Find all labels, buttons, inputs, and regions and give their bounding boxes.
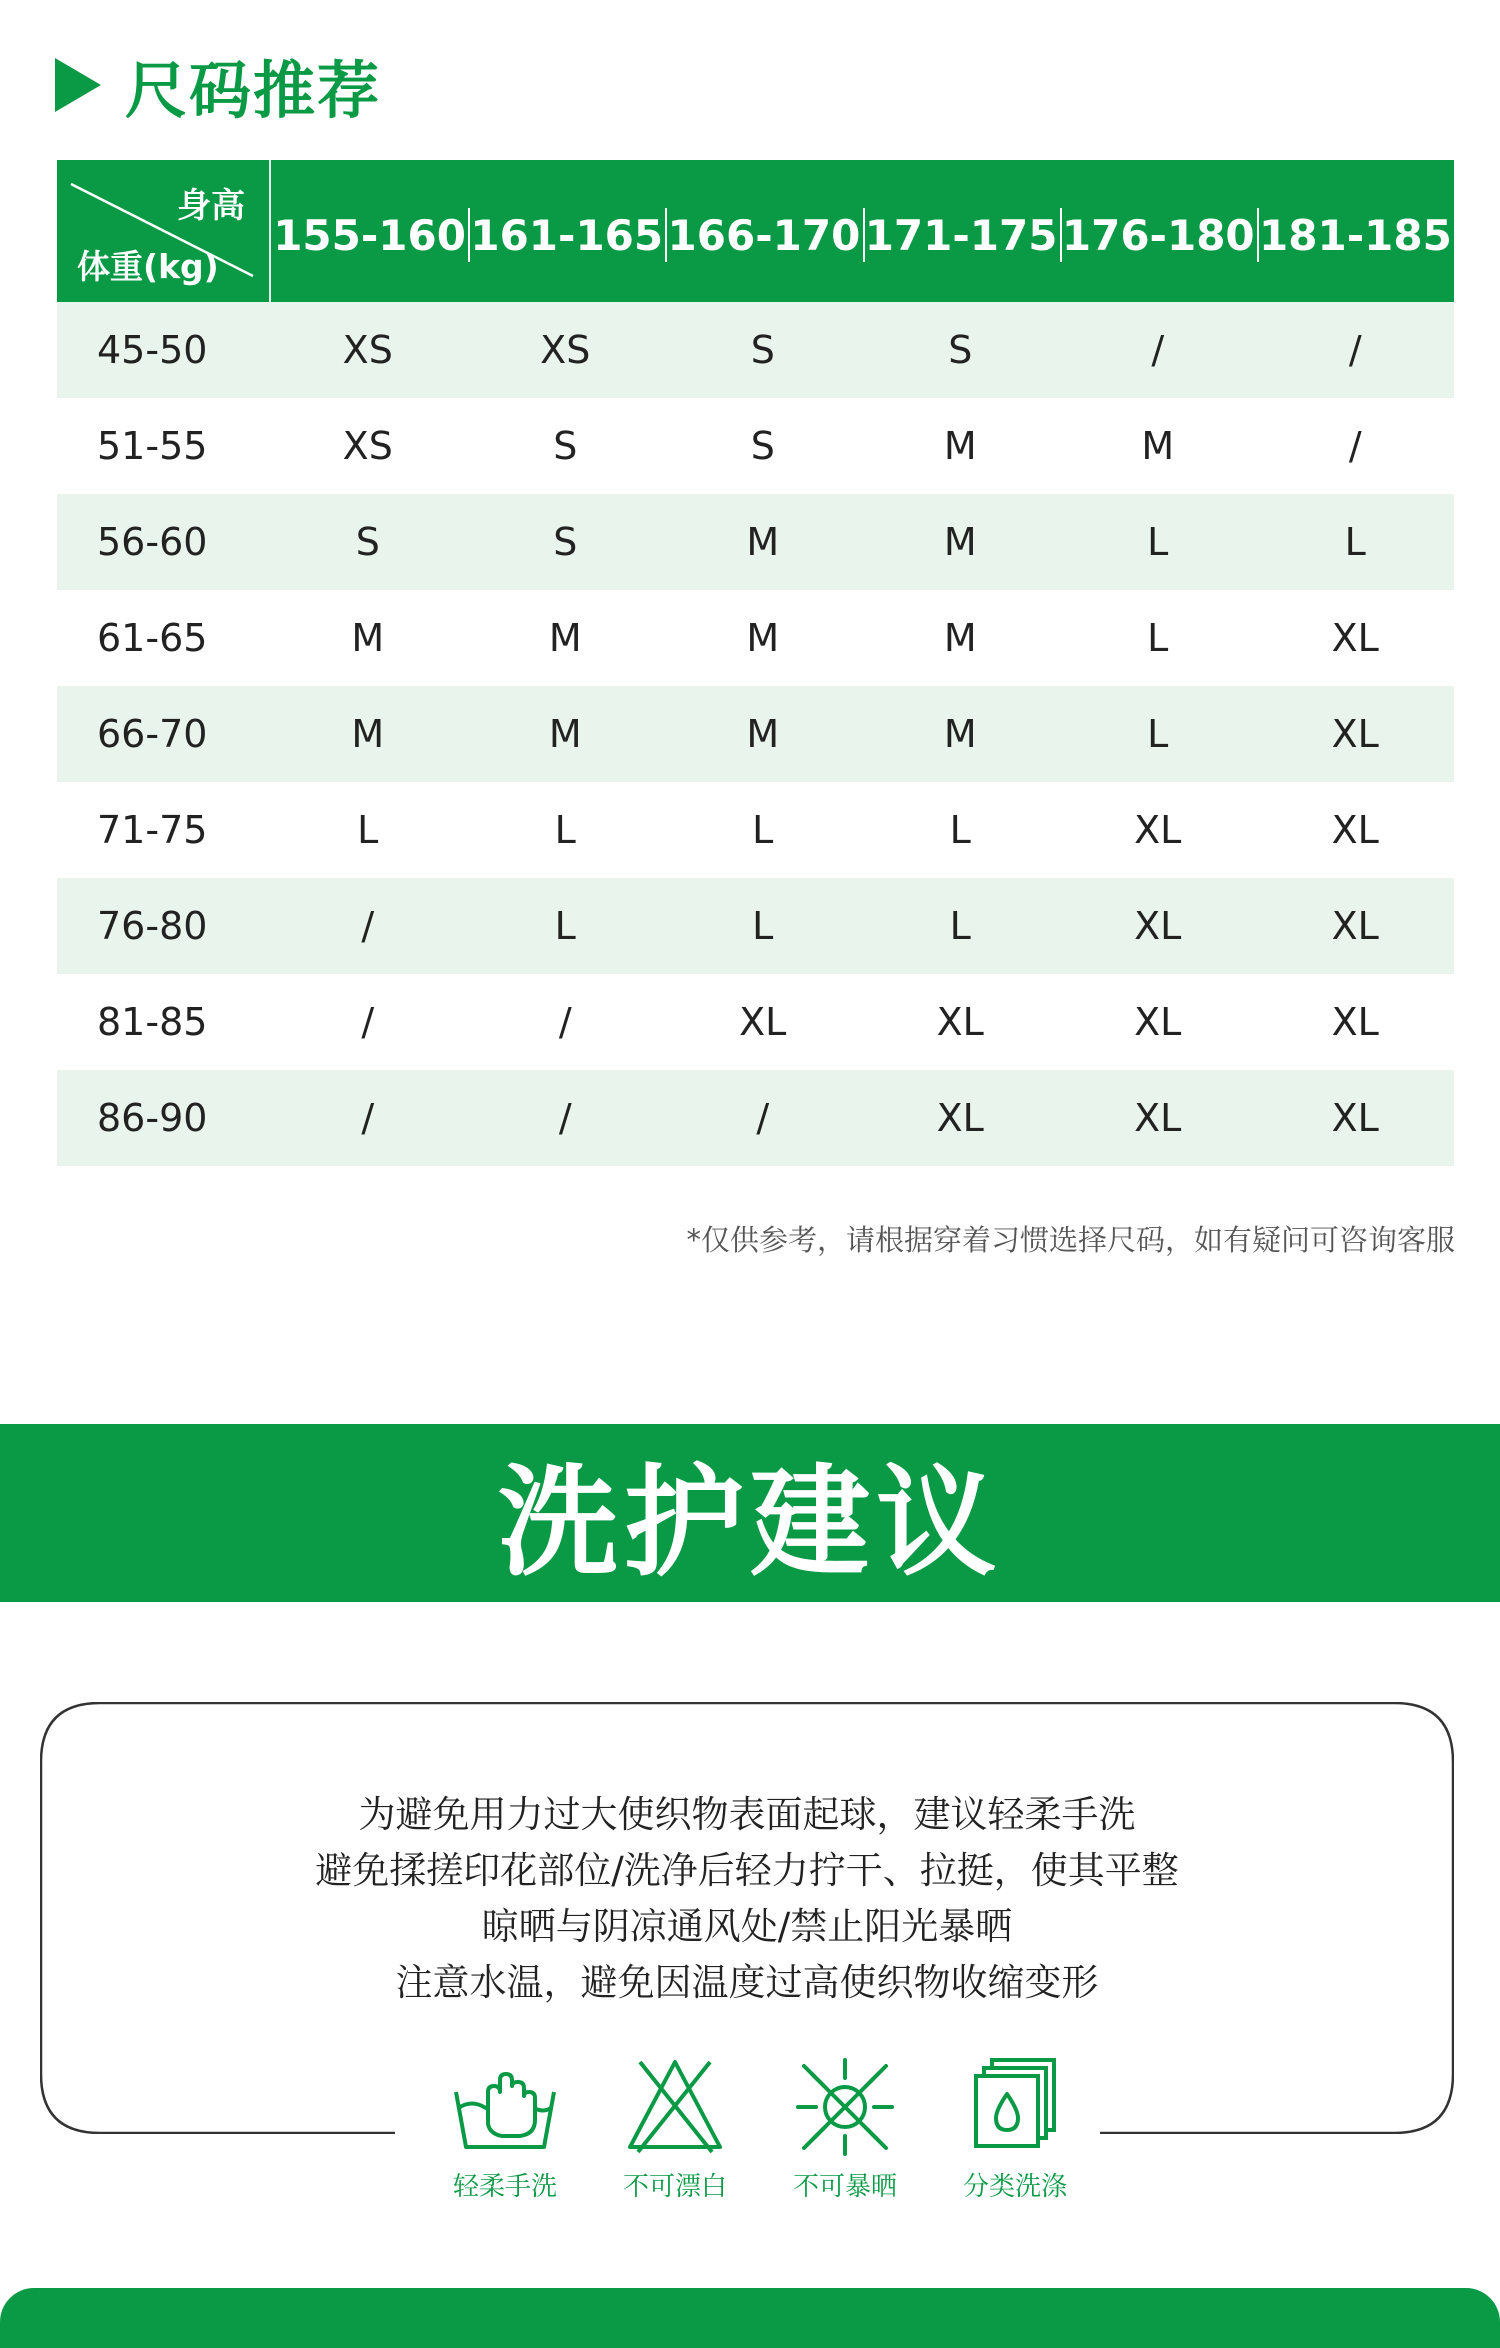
care-icon-item — [770, 2052, 920, 2212]
size-cell: L — [949, 808, 971, 852]
no-bleach-icon — [620, 2052, 730, 2162]
size-cell: XS — [540, 328, 591, 372]
size-cell: XL — [1331, 712, 1379, 756]
size-cell: M — [943, 712, 977, 756]
care-icon-label: 不可暴晒 — [792, 2172, 897, 2202]
care-icon-label: 分类洗涤 — [962, 2172, 1067, 2202]
size-cell: / — [558, 1000, 572, 1044]
hand-wash-icon — [450, 2052, 560, 2162]
size-cell: M — [746, 712, 780, 756]
size-cell: M — [943, 616, 977, 660]
size-cell: XL — [1331, 616, 1379, 660]
size-cell: XL — [936, 1000, 984, 1044]
size-cell: M — [548, 712, 582, 756]
table-row — [57, 494, 1454, 590]
size-table — [57, 160, 1454, 1166]
weight-cell: 81-85 — [97, 1000, 208, 1044]
height-range-header: 181-185 — [1257, 160, 1454, 302]
size-cell: / — [1151, 328, 1165, 372]
size-cell: / — [756, 1096, 770, 1140]
care-line: 注意水温，避免因温度过高使织物收缩变形 — [395, 1961, 1099, 2004]
table-row — [57, 782, 1454, 878]
size-cell: L — [1147, 616, 1169, 660]
corner-weight-label: 体重(kg) — [77, 247, 219, 286]
table-row — [57, 686, 1454, 782]
care-section-title: 洗护建议 — [498, 1454, 1002, 1593]
size-cell: S — [750, 424, 775, 468]
size-cell: XL — [936, 1096, 984, 1140]
height-range-header: 171-175 — [863, 160, 1060, 302]
weight-cell: 45-50 — [97, 328, 208, 372]
play-arrow-icon — [55, 58, 101, 112]
size-cell: S — [553, 520, 578, 564]
size-cell: XL — [1134, 1000, 1182, 1044]
table-row — [57, 398, 1454, 494]
table-corner-cell — [57, 160, 271, 302]
size-cell: / — [361, 1000, 375, 1044]
size-cell: / — [1348, 328, 1362, 372]
size-cell: XL — [1331, 1000, 1379, 1044]
size-cell: L — [752, 904, 774, 948]
table-row — [57, 302, 1454, 398]
care-icon-item — [430, 2052, 580, 2212]
size-table-header — [57, 160, 1454, 302]
size-cell: L — [1147, 712, 1169, 756]
size-cell: XL — [1134, 808, 1182, 852]
height-range-header: 155-160 — [273, 210, 466, 260]
size-cell: XL — [1331, 904, 1379, 948]
height-range-header: 161-165 — [468, 160, 665, 302]
weight-cell: 61-65 — [97, 616, 208, 660]
size-cell: S — [553, 424, 578, 468]
table-row — [57, 1070, 1454, 1166]
care-icons — [430, 2052, 1090, 2212]
care-line: 为避免用力过大使织物表面起球，建议轻柔手洗 — [358, 1793, 1136, 1836]
size-section-heading — [55, 40, 381, 130]
care-line: 晾晒与阴凉通风处/禁止阳光暴晒 — [481, 1905, 1013, 1948]
size-cell: L — [1147, 520, 1169, 564]
size-cell: XL — [739, 1000, 787, 1044]
size-cell: M — [943, 424, 977, 468]
size-cell: XL — [1134, 904, 1182, 948]
care-icon-item — [940, 2052, 1090, 2212]
care-banner — [0, 1424, 1500, 1602]
size-cell: / — [1348, 424, 1362, 468]
size-cell: / — [361, 904, 375, 948]
care-instructions-text — [40, 1787, 1454, 2011]
size-cell: M — [746, 520, 780, 564]
size-cell: XS — [342, 328, 393, 372]
bottom-green-bar — [0, 2288, 1500, 2348]
size-cell: M — [548, 616, 582, 660]
table-row — [57, 878, 1454, 974]
height-range-header: 176-180 — [1060, 160, 1257, 302]
size-cell: L — [357, 808, 379, 852]
size-disclaimer-note: *仅供参考，请根据穿着习惯选择尺码，如有疑问可咨询客服 — [686, 1223, 1455, 1257]
height-range-header: 166-170 — [665, 160, 862, 302]
size-cell: L — [554, 904, 576, 948]
table-row — [57, 974, 1454, 1070]
size-cell: L — [949, 904, 971, 948]
weight-cell: 66-70 — [97, 712, 208, 756]
size-cell: / — [361, 1096, 375, 1140]
size-cell: XS — [342, 424, 393, 468]
size-cell: M — [351, 616, 385, 660]
size-cell: / — [558, 1096, 572, 1140]
size-cell: XL — [1134, 1096, 1182, 1140]
size-cell: S — [750, 328, 775, 372]
size-cell: L — [752, 808, 774, 852]
size-cell: M — [746, 616, 780, 660]
table-row — [57, 590, 1454, 686]
size-cell: M — [351, 712, 385, 756]
size-cell: M — [1141, 424, 1175, 468]
no-sun-icon — [790, 2052, 900, 2162]
weight-cell: 86-90 — [97, 1096, 208, 1140]
care-icon-item — [600, 2052, 750, 2212]
size-cell: S — [948, 328, 973, 372]
separate-wash-icon — [960, 2052, 1070, 2162]
size-cell: M — [943, 520, 977, 564]
weight-cell: 56-60 — [97, 520, 208, 564]
size-cell: XL — [1331, 1096, 1379, 1140]
weight-cell: 51-55 — [97, 424, 208, 468]
size-cell: S — [355, 520, 380, 564]
size-section-title: 尺码推荐 — [125, 53, 382, 127]
care-line: 避免揉搓印花部位/洗净后轻力拧干、拉挺，使其平整 — [315, 1849, 1179, 1892]
weight-cell: 76-80 — [97, 904, 208, 948]
size-cell: L — [554, 808, 576, 852]
corner-height-label: 身高 — [177, 186, 245, 226]
care-icon-label: 不可漂白 — [622, 2172, 727, 2202]
size-cell: XL — [1331, 808, 1379, 852]
care-icon-label: 轻柔手洗 — [452, 2172, 557, 2202]
weight-cell: 71-75 — [97, 808, 208, 852]
size-cell: L — [1344, 520, 1366, 564]
